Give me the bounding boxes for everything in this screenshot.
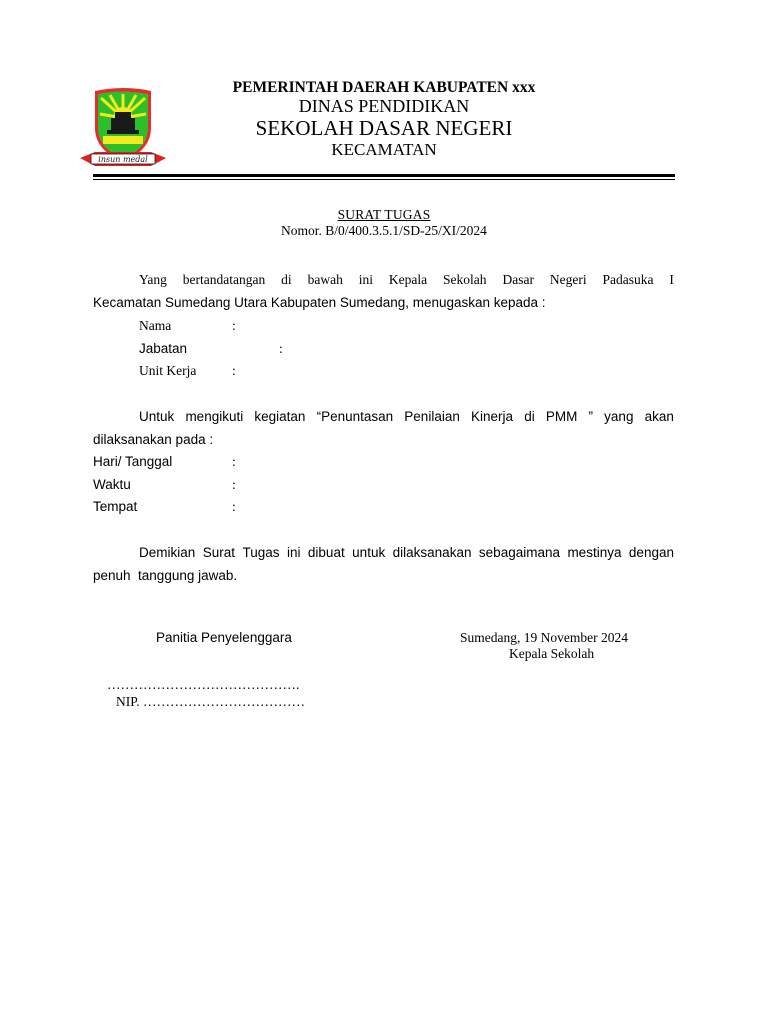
word: di (524, 409, 535, 424)
field-label-tempat: Tempat (93, 499, 138, 514)
word: Surat (202, 545, 236, 560)
field-sep-nama: : (232, 318, 236, 333)
word: I (669, 272, 674, 287)
word: yang (604, 409, 634, 424)
word: Sekolah (443, 272, 487, 287)
letter-title: SURAT TUGAS (337, 207, 431, 222)
word: ini (358, 272, 373, 287)
word: Penilaian (404, 409, 460, 424)
word: “Penuntasan (316, 409, 394, 424)
logo-ribbon-text: insun medal (98, 155, 148, 164)
word: Dasar (502, 272, 534, 287)
word: bertandatangan (182, 272, 266, 287)
word: Demikian (139, 545, 196, 560)
field-label-waktu: Waktu (93, 477, 131, 492)
word: Kinerja (471, 409, 514, 424)
field-sep-tempat: : (232, 499, 236, 514)
word: sebagaimana (478, 545, 560, 560)
word: Yang (139, 272, 167, 287)
field-label-unit-kerja: Unit Kerja (139, 363, 197, 378)
word: Negeri (549, 272, 587, 287)
field-label-jabatan: Jabatan (139, 341, 188, 356)
signature-right-title: Kepala Sekolah (509, 646, 595, 661)
word: Untuk (139, 409, 175, 424)
activity-line-1 (139, 409, 674, 424)
word: mestinya (567, 545, 622, 560)
word: Tugas (242, 545, 280, 560)
word: di (281, 272, 292, 287)
field-sep-hari-tanggal: : (232, 454, 236, 469)
signature-left-label: Panitia Penyelenggara (156, 630, 292, 645)
word: Padasuka (602, 272, 654, 287)
word: dengan (628, 545, 674, 560)
field-sep-waktu: : (232, 477, 236, 492)
letterhead-school: SEKOLAH DASAR NEGERI (255, 116, 513, 140)
field-label-nama: Nama (139, 318, 172, 333)
word: Kepala (388, 272, 428, 287)
word: akan (644, 409, 674, 424)
word: ini (286, 545, 301, 560)
word: dibuat (307, 545, 345, 560)
letterhead-rule-thick (93, 174, 675, 177)
letterhead-agency: DINAS PENDIDIKAN (298, 96, 470, 116)
word: kegiatan (254, 409, 306, 424)
letter-number: Nomor. B/0/400.3.5.1/SD-25/XI/2024 (281, 223, 487, 238)
word: untuk (352, 545, 386, 560)
opening-line-1 (139, 272, 674, 288)
closing-line-1 (139, 545, 674, 560)
field-label-hari-tanggal: Hari/ Tanggal (93, 454, 173, 469)
word: bawah (307, 272, 343, 287)
signature-name-line: ……………………………………. (107, 677, 300, 692)
word: dilaksanakan (392, 545, 472, 560)
activity-line-2: dilaksanakan pada : (93, 432, 214, 447)
letterhead-district: KECAMATAN (331, 140, 437, 159)
signature-nip: NIP. ……………………………… (116, 694, 306, 709)
signature-place-date: Sumedang, 19 November 2024 (460, 630, 628, 645)
field-sep-jabatan: : (279, 341, 283, 356)
word: ” (588, 409, 594, 424)
field-sep-unit-kerja: : (232, 363, 236, 378)
word: PMM (545, 409, 578, 424)
letterhead-government: PEMERINTAH DAERAH KABUPATEN xxx (232, 79, 536, 96)
closing-line-2: penuh tanggung jawab. (93, 568, 238, 583)
word: mengikuti (185, 409, 244, 424)
letterhead-rule-thin (93, 179, 675, 180)
opening-line-2: Kecamatan Sumedang Utara Kabupaten Sumedang, menugaskan kepada : (93, 295, 546, 310)
